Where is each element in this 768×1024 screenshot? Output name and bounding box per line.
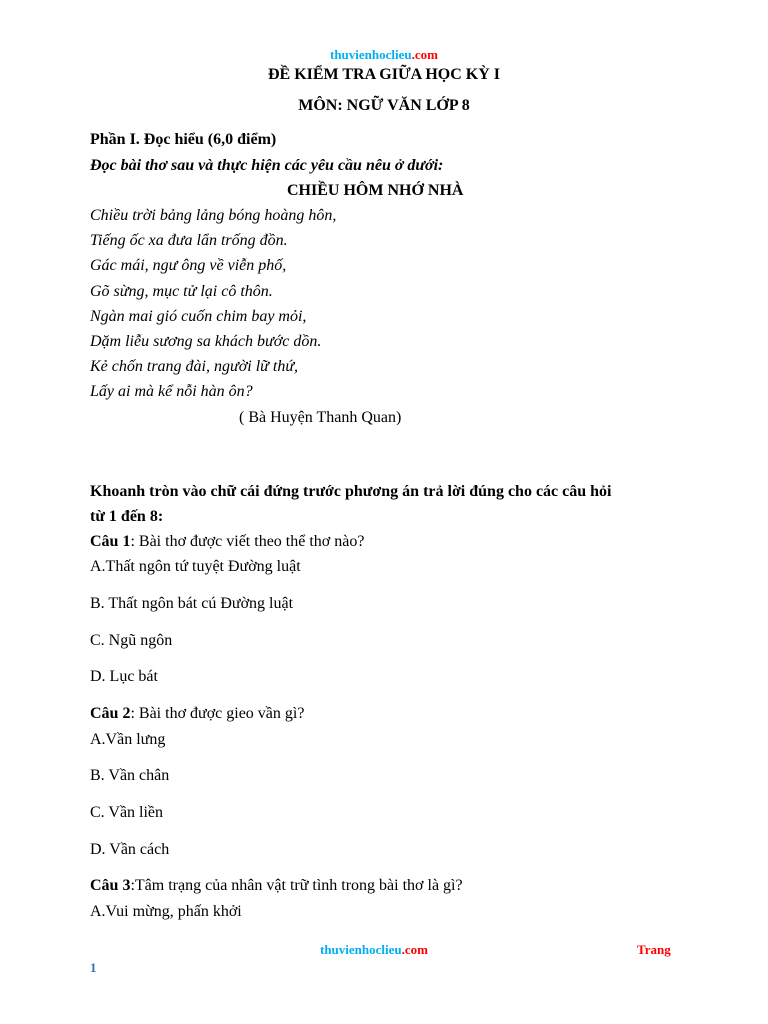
brand-name: thuvienhoclieu (330, 47, 412, 62)
poem-line: Kẻ chốn trang đài, người lữ thứ, (90, 358, 299, 375)
q2-option-d[interactable]: D. Vần cách (90, 841, 170, 858)
question-3 (90, 877, 463, 895)
brand-tld: .com (401, 942, 428, 957)
exam-subject: MÔN: NGỮ VĂN LỚP 8 (298, 97, 470, 114)
part1-instruction: Đọc bài thơ sau và thực hiện các yêu cầu nêu ở dưới: (90, 157, 444, 174)
q2-option-c[interactable]: C. Vần liền (90, 804, 164, 821)
q2-option-a[interactable]: A.Vần lưng (90, 731, 166, 748)
question-1 (90, 533, 364, 551)
question-label: Câu 3 (90, 877, 131, 894)
q2-option-b[interactable]: B. Vần chân (90, 767, 170, 784)
mc-instruction: Khoanh tròn vào chữ cái đứng trước phương án trả lời đúng cho các câu hỏi (90, 483, 612, 500)
poem-line: Gõ sừng, mục tử lại cô thôn. (90, 283, 273, 300)
part1-heading: Phần I. Đọc hiểu (6,0 điểm) (90, 131, 277, 148)
poem-title: CHIỀU HÔM NHỚ NHÀ (287, 182, 464, 199)
question-label: Câu 1 (90, 533, 131, 550)
header-watermark (0, 47, 768, 63)
poem-author: ( Bà Huyện Thanh Quan) (239, 409, 402, 426)
exam-title: ĐỀ KIỂM TRA GIỮA HỌC KỲ I (267, 66, 501, 83)
footer-watermark (320, 942, 428, 958)
q1-option-c[interactable]: C. Ngũ ngôn (90, 632, 173, 649)
question-2 (90, 705, 304, 723)
poem-line: Gác mái, ngư ông về viễn phố, (90, 257, 287, 274)
poem-line: Chiều trời bảng lảng bóng hoàng hôn, (90, 207, 337, 224)
poem-line: Tiếng ốc xa đưa lẩn trống đồn. (90, 232, 288, 249)
poem-line: Ngàn mai gió cuốn chim bay mỏi, (90, 308, 307, 325)
page-label: Trang (637, 942, 671, 957)
question-text: :Tâm trạng của nhân vật trữ tình trong bài thơ là gì? (130, 877, 463, 894)
question-text: : Bài thơ được viết theo thể thơ nào? (130, 533, 365, 550)
q3-option-a[interactable]: A.Vui mừng, phấn khởi (90, 903, 242, 920)
question-label: Câu 2 (90, 705, 131, 722)
brand-tld: .com (411, 47, 438, 62)
question-text: : Bài thơ được gieo vần gì? (130, 705, 305, 722)
q1-option-d[interactable]: D. Lục bát (90, 668, 158, 685)
q1-option-a[interactable]: A.Thất ngôn tứ tuyệt Đường luật (90, 558, 301, 575)
poem-line: Dặm liễu sương sa khách bước dồn. (90, 333, 322, 350)
brand-name: thuvienhoclieu (320, 942, 402, 957)
q1-option-b[interactable]: B. Thất ngôn bát cú Đường luật (90, 595, 294, 612)
page-number: 1 (90, 960, 97, 975)
mc-instruction-cont: từ 1 đến 8: (90, 508, 164, 525)
poem-line: Lấy ai mà kể nỗi hàn ôn? (90, 383, 253, 400)
